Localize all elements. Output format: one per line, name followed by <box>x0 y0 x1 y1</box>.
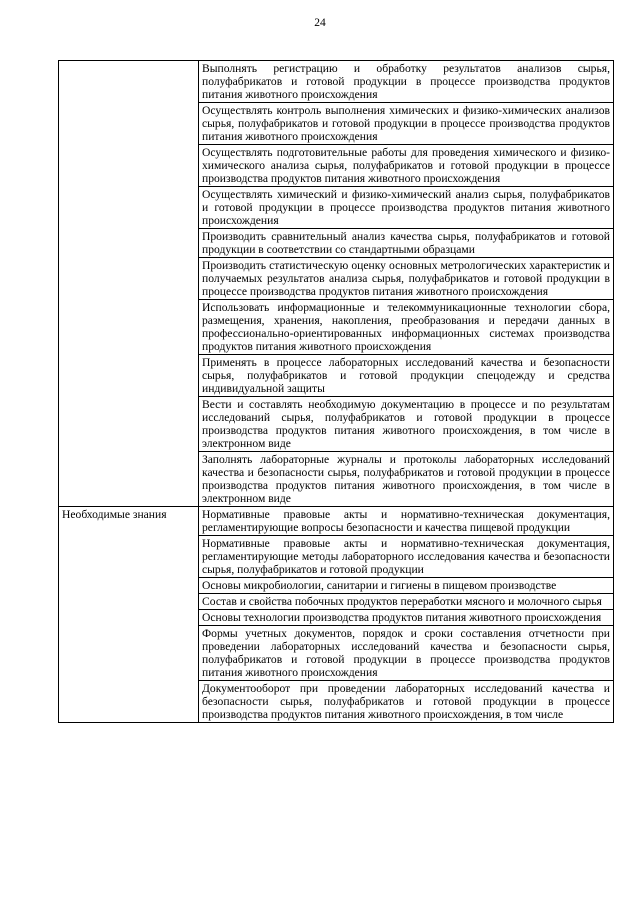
table-cell-item: Осуществлять подготовительные работы для проведения химического и физико-химического анализа сырья, полуфабрикатов и готовой продукции в процессе производства продуктов питания животного происхождения <box>199 145 614 187</box>
table-cell-item: Осуществлять контроль выполнения химических и физико-химических анализов сырья, полуфабрикатов и готовой продукции в процессе производства продуктов питания животного происхождения <box>199 103 614 145</box>
table-cell-item: Формы учетных документов, порядок и сроки составления отчетности при проведении лабораторных исследований качества и безопасности сырья, полуфабрикатов и готовой продукции в процессе производства продуктов питания животного происхождения <box>199 626 614 681</box>
table-row <box>59 61 614 103</box>
table-cell-item: Нормативные правовые акты и нормативно-техническая документация, регламентирующие методы лабораторного исследования качества и безопасности сырья, полуфабрикатов и готовой продукции <box>199 536 614 578</box>
table-cell-item: Производить сравнительный анализ качества сырья, полуфабрикатов и готовой продукции в соответствии со стандартными образцами <box>199 229 614 258</box>
table-cell-item: Вести и составлять необходимую документацию в процессе и по результатам исследований сырья, полуфабрикатов и готовой продукции в процессе производства продуктов питания животного происхождения, в том числе в электронном виде <box>199 397 614 452</box>
table-cell-item: Документооборот при проведении лабораторных исследований качества и безопасности сырья, полуфабрикатов и готовой продукции в процессе производства продуктов питания животного происхождения, в том числе <box>199 681 614 723</box>
table-cell-item: Заполнять лабораторные журналы и протоколы лабораторных исследований качества и безопасности сырья, полуфабрикатов и готовой продукции в процессе производства продуктов питания животного происхождения, в том числе в электронном виде <box>199 452 614 507</box>
table-cell-item: Использовать информационные и телекоммуникационные технологии сбора, размещения, хранения, накопления, преобразования и передачи данных в профессионально-ориентированных информационных системах производства продуктов питания животного происхождения <box>199 300 614 355</box>
table-cell-item: Применять в процессе лабораторных исследований качества и безопасности сырья, полуфабрикатов и готовой продукции спецодежду и средства индивидуальной защиты <box>199 355 614 397</box>
table-cell-item: Производить статистическую оценку основных метрологических характеристик и получаемых результатов анализа сырья, полуфабрикатов и готовой продукции в процессе производства продуктов питания животного происхождения <box>199 258 614 300</box>
page-number: 24 <box>314 17 326 29</box>
table-cell-item: Основы микробиологии, санитарии и гигиены в пищевом производстве <box>199 578 614 594</box>
requirements-table <box>58 60 614 723</box>
table-cell-item: Выполнять регистрацию и обработку результатов анализов сырья, полуфабрикатов и готовой продукции в процессе производства продуктов питания животного происхождения <box>199 61 614 103</box>
section-label-cell <box>59 61 199 507</box>
table-cell-item: Нормативные правовые акты и нормативно-техническая документация, регламентирующие вопросы безопасности и качества пищевой продукции <box>199 507 614 536</box>
section-label-cell: Необходимые знания <box>59 507 199 723</box>
table-cell-item: Осуществлять химический и физико-химический анализ сырья, полуфабрикатов и готовой продукции в процессе производства продуктов питания животного происхождения <box>199 187 614 229</box>
table-cell-item: Состав и свойства побочных продуктов переработки мясного и молочного сырья <box>199 594 614 610</box>
table-row <box>59 507 614 536</box>
table-cell-item: Основы технологии производства продуктов питания животного происхождения <box>199 610 614 626</box>
